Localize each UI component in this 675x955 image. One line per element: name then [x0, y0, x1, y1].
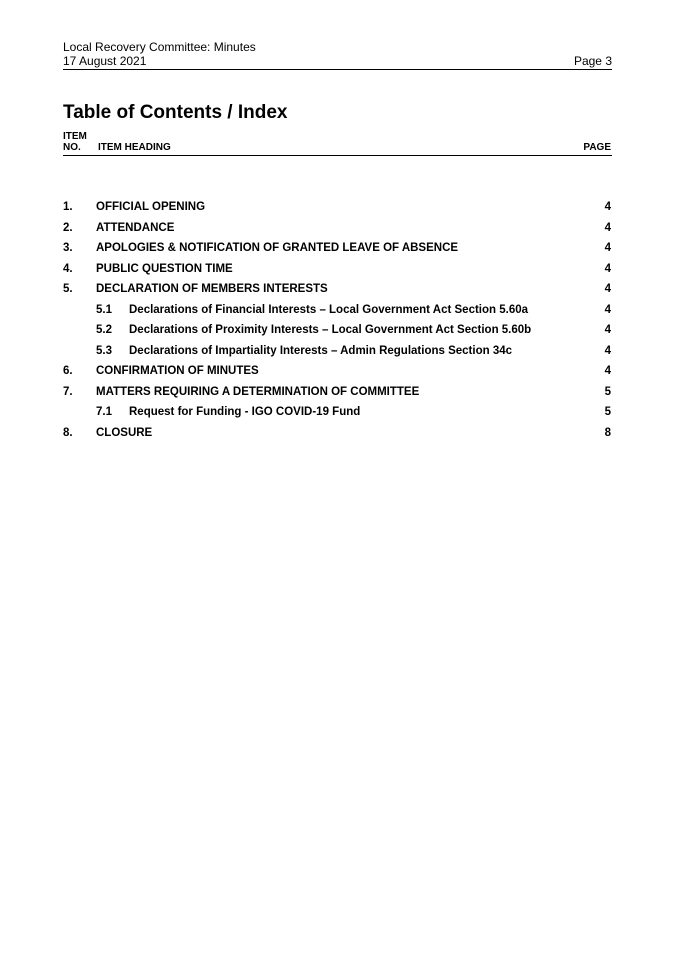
toc-entry-number: 2. — [63, 221, 73, 234]
toc-entry-page: 8 — [604, 426, 611, 439]
toc-subentry — [63, 341, 612, 362]
toc-entry-label: PUBLIC QUESTION TIME — [96, 262, 233, 275]
toc-title: Table of Contents / Index — [63, 102, 288, 123]
toc-entry-page: 5 — [604, 385, 611, 398]
toc-entry-label: CONFIRMATION OF MINUTES — [96, 365, 259, 377]
toc-entry-number: 4. — [63, 262, 73, 275]
toc-entry — [63, 259, 612, 280]
toc-entry-label: Declarations of Proximity Interests – Local Government Act Section 5.60b — [129, 324, 532, 336]
toc-entry-label: Request for Funding - IGO COVID-19 Fund — [129, 406, 361, 418]
toc-entry-label: OFFICIAL OPENING — [96, 201, 206, 213]
toc-entry — [63, 279, 612, 300]
toc-entry-number: 3. — [63, 242, 73, 254]
toc-entry-number: 7. — [63, 385, 73, 398]
toc-entry-number: 7.1 — [96, 406, 112, 418]
column-item-heading: ITEM HEADING — [98, 142, 171, 153]
toc-entry — [63, 423, 612, 444]
toc-entry-number: 5.3 — [96, 344, 112, 357]
toc-entry-page: 5 — [604, 406, 611, 418]
toc-entry-label: CLOSURE — [96, 426, 153, 439]
toc-entry — [63, 197, 612, 218]
toc-entry-label: Declarations of Impartiality Interests – Admin Regulations Section 34c — [129, 344, 513, 357]
toc-entry-page: 4 — [604, 283, 611, 295]
meeting-date: 17 August 2021 — [63, 54, 147, 68]
toc-entry-page: 4 — [604, 344, 611, 357]
toc-entry-number: 5.2 — [96, 324, 112, 336]
document-title: Local Recovery Committee: Minutes — [63, 40, 256, 54]
toc-subentry — [63, 300, 612, 321]
toc-entry — [63, 218, 612, 239]
header-title-line — [63, 40, 612, 54]
toc-entry-page: 4 — [604, 365, 611, 377]
toc-entry-number: 6. — [63, 365, 73, 377]
toc-entry-page: 4 — [604, 221, 611, 234]
page-number: Page 3 — [573, 54, 612, 68]
toc-list — [63, 197, 612, 443]
toc-entry-number: 5.1 — [96, 303, 112, 316]
toc-entry-number: 5. — [63, 283, 73, 295]
toc-subentry — [63, 402, 612, 423]
toc-subentry — [63, 320, 612, 341]
toc-entry-page: 4 — [604, 242, 611, 254]
toc-entry-page: 4 — [604, 324, 611, 336]
toc-entry-label: DECLARATION OF MEMBERS INTERESTS — [96, 283, 328, 295]
page-header — [63, 40, 612, 70]
toc-entry-page: 4 — [604, 303, 611, 316]
toc-entry — [63, 238, 612, 259]
column-page: PAGE — [583, 142, 611, 153]
toc-entry — [63, 361, 612, 382]
header-date-line — [63, 54, 612, 68]
toc-entry-number: 8. — [63, 426, 73, 439]
toc-entry-page: 4 — [604, 201, 611, 213]
toc-entry-label: ATTENDANCE — [96, 221, 175, 234]
toc-column-header — [63, 131, 612, 156]
toc-entry-label: APOLOGIES & NOTIFICATION OF GRANTED LEAVE OF ABSENCE — [96, 242, 459, 254]
toc-entry-label: MATTERS REQUIRING A DETERMINATION OF COMMITTEE — [96, 385, 420, 398]
toc-entry-label: Declarations of Financial Interests – Local Government Act Section 5.60a — [129, 303, 529, 316]
toc-entry-number: 1. — [63, 201, 73, 213]
toc-entry — [63, 382, 612, 403]
column-item-no: ITEM NO. — [63, 131, 87, 153]
toc-entry-page: 4 — [604, 262, 611, 275]
